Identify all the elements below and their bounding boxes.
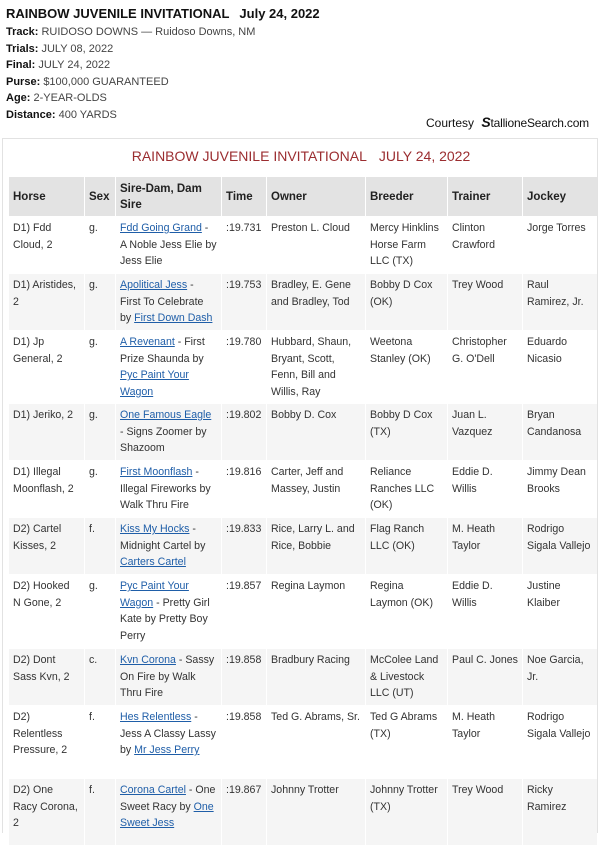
dam-text: - Illegal Fireworks by	[120, 466, 211, 495]
dam-text: - Sassy On Fire by	[120, 654, 215, 683]
cell-jockey: Justine Klaiber	[523, 575, 597, 648]
col-owner: Owner	[267, 177, 365, 216]
cell-trainer: Juan L. Vazquez	[448, 404, 522, 460]
cell-breeder: Weetona Stanley (OK)	[366, 331, 447, 403]
cell-time: :19.867	[222, 779, 266, 845]
race-title	[6, 6, 594, 24]
cell-sire-dam	[116, 518, 221, 574]
dam-text: - Pretty Girl Kate by	[120, 596, 210, 625]
cell-time: :19.857	[222, 575, 266, 648]
dam-sire-text: Walk Thru Fire	[120, 670, 196, 699]
sire-link[interactable]: Kvn Corona	[120, 654, 176, 666]
cell-breeder: Mercy Hinklins Horse Farm LLC (TX)	[366, 217, 447, 273]
cell-time: :19.753	[222, 274, 266, 330]
table-row	[9, 706, 597, 778]
cell-trainer: Eddie D. Willis	[448, 575, 522, 648]
cell-owner: Hubbard, Shaun, Bryant, Scott, Fenn, Bill and Willis, Ray	[267, 331, 365, 403]
cell-sex: g.	[85, 404, 115, 460]
sire-link[interactable]: Corona Cartel	[120, 784, 186, 796]
cell-breeder: Ted G Abrams (TX)	[366, 706, 447, 778]
dam-sire-link[interactable]: Pyc Paint Your Wagon	[120, 369, 189, 398]
cell-horse: D2) Relentless Pressure, 2	[9, 706, 84, 778]
dam-text: - Jess A Classy Lassy by	[120, 711, 216, 756]
cell-jockey: Jorge Torres	[523, 217, 597, 273]
table-row	[9, 575, 597, 648]
sire-link[interactable]: Fdd Going Grand	[120, 222, 202, 234]
cell-time: :19.833	[222, 518, 266, 574]
race-info	[6, 6, 594, 123]
cell-trainer: M. Heath Taylor	[448, 706, 522, 778]
cell-sire-dam	[116, 706, 221, 778]
table-row	[9, 404, 597, 460]
dam-text: - First Prize Shaunda by	[120, 336, 205, 365]
dam-sire-link[interactable]: Carters Cartel	[120, 556, 186, 568]
cell-owner: Bradbury Racing	[267, 649, 365, 705]
cell-owner: Carter, Jeff and Massey, Justin	[267, 461, 365, 517]
cell-sex: f.	[85, 518, 115, 574]
col-sex: Sex	[85, 177, 115, 216]
dam-text: - A Noble Jess Elie by	[120, 222, 217, 251]
cell-jockey: Ricky Ramirez	[523, 779, 597, 845]
col-jockey: Jockey	[523, 177, 597, 216]
cell-jockey: Rodrigo Sigala Vallejo	[523, 518, 597, 574]
sire-link[interactable]: One Famous Eagle	[120, 409, 212, 421]
cell-time: :19.816	[222, 461, 266, 517]
dam-text: - Signs Zoomer by	[120, 425, 207, 438]
dam-sire-link[interactable]: First Down Dash	[134, 312, 213, 324]
cell-owner: Rice, Larry L. and Rice, Bobbie	[267, 518, 365, 574]
cell-breeder: McColee Land & Livestock LLC (UT)	[366, 649, 447, 705]
cell-breeder: Bobby D Cox (OK)	[366, 274, 447, 330]
cell-time: :19.858	[222, 649, 266, 705]
col-horse: Horse	[9, 177, 84, 216]
cell-horse: D2) Hooked N Gone, 2	[9, 575, 84, 648]
race-title-text: RAINBOW JUVENILE INVITATIONAL	[6, 6, 230, 21]
cell-sire-dam	[116, 575, 221, 648]
dam-sire-link[interactable]: Mr Jess Perry	[134, 744, 200, 756]
info-track: Track: RUIDOSO DOWNS — Ruidoso Downs, NM	[6, 26, 256, 38]
courtesy-label: Courtesy	[426, 116, 475, 130]
cell-horse: D2) Cartel Kisses, 2	[9, 518, 84, 574]
table-title-date: JULY 24, 2022	[378, 148, 471, 164]
cell-trainer: M. Heath Taylor	[448, 518, 522, 574]
dam-sire-text: Walk Thru Fire	[120, 499, 189, 511]
table-row	[9, 461, 597, 517]
cell-sire-dam	[116, 331, 221, 403]
cell-owner: Regina Laymon	[267, 575, 365, 648]
table-row	[9, 274, 597, 330]
sire-link[interactable]: First Moonflash	[120, 466, 193, 478]
table-row	[9, 779, 597, 845]
cell-trainer: Clinton Crawford	[448, 217, 522, 273]
sire-link[interactable]: Pyc Paint Your Wagon	[120, 580, 189, 609]
cell-horse: D2) One Racy Corona, 2	[9, 779, 84, 845]
cell-sex: g.	[85, 461, 115, 517]
dam-sire-text: Pretty Boy Perry	[120, 613, 208, 642]
cell-breeder: Johnny Trotter (TX)	[366, 779, 447, 845]
cell-jockey: Raul Ramirez, Jr.	[523, 274, 597, 330]
dam-sire-text: Jess Elie	[120, 255, 163, 267]
cell-trainer: Trey Wood	[448, 274, 522, 330]
info-trials: Trials: JULY 08, 2022	[6, 42, 114, 55]
cell-sire-dam	[116, 461, 221, 517]
table-header-row	[9, 177, 597, 216]
results-table	[8, 176, 598, 846]
cell-owner: Ted G. Abrams, Sr.	[267, 706, 365, 778]
cell-sex: c.	[85, 649, 115, 705]
cell-sire-dam	[116, 274, 221, 330]
table-row	[9, 331, 597, 403]
cell-sex: g.	[85, 575, 115, 648]
cell-jockey: Noe Garcia, Jr.	[523, 649, 597, 705]
dam-text: - One Sweet Racy by	[120, 784, 216, 813]
cell-owner: Bobby D. Cox	[267, 404, 365, 460]
table-title	[3, 143, 599, 169]
dam-text: - Midnight Cartel by	[120, 523, 206, 552]
sire-link[interactable]: Apolitical Jess	[120, 279, 188, 291]
cell-time: :19.731	[222, 217, 266, 273]
cell-sire-dam	[116, 217, 221, 273]
stallionesearch-logo[interactable]: StallioneSearch.com	[481, 114, 589, 130]
cell-breeder: Bobby D Cox (TX)	[366, 404, 447, 460]
cell-trainer: Christopher G. O'Dell	[448, 331, 522, 403]
sire-link[interactable]: Kiss My Hocks	[120, 523, 190, 535]
col-trainer: Trainer	[448, 177, 522, 216]
info-age: Age: 2-YEAR-OLDS	[6, 92, 107, 104]
cell-sex: g.	[85, 217, 115, 273]
dam-sire-link[interactable]: One Sweet Jess	[120, 800, 214, 829]
cell-sire-dam	[116, 779, 221, 845]
cell-jockey: Rodrigo Sigala Vallejo	[523, 706, 597, 778]
cell-sex: g.	[85, 274, 115, 330]
cell-time: :19.858	[222, 706, 266, 778]
table-row	[9, 518, 597, 574]
dam-sire-text: Shazoom	[120, 442, 165, 454]
race-title-date: July 24, 2022	[239, 6, 320, 21]
cell-time: :19.780	[222, 331, 266, 403]
table-row	[9, 649, 597, 705]
col-breeder: Breeder	[366, 177, 447, 216]
cell-time: :19.802	[222, 404, 266, 460]
info-distance: Distance: 400 YARDS	[6, 108, 117, 121]
cell-horse: D1) Aristides, 2	[9, 274, 84, 330]
dam-text: - First To Celebrate by	[120, 279, 204, 324]
sire-link[interactable]: Hes Relentless	[120, 711, 192, 723]
results-panel	[2, 138, 598, 833]
sire-link[interactable]: A Revenant	[120, 336, 175, 348]
cell-jockey: Eduardo Nicasio	[523, 331, 597, 403]
cell-sire-dam	[116, 404, 221, 460]
courtesy-credit	[426, 114, 589, 131]
cell-jockey: Bryan Candanosa	[523, 404, 597, 460]
cell-breeder: Regina Laymon (OK)	[366, 575, 447, 648]
cell-trainer: Paul C. Jones	[448, 649, 522, 705]
cell-horse: D1) Jp General, 2	[9, 331, 84, 403]
table-title-text: RAINBOW JUVENILE INVITATIONAL	[131, 148, 367, 164]
table-row	[9, 217, 597, 273]
info-purse: Purse: $100,000 GUARANTEED	[6, 75, 169, 88]
cell-sex: f.	[85, 779, 115, 845]
cell-trainer: Trey Wood	[448, 779, 522, 845]
cell-horse: D1) Illegal Moonflash, 2	[9, 461, 84, 517]
cell-trainer: Eddie D. Willis	[448, 461, 522, 517]
cell-sex: f.	[85, 706, 115, 778]
info-final: Final: JULY 24, 2022	[6, 59, 111, 71]
cell-horse: D2) Dont Sass Kvn, 2	[9, 649, 84, 705]
cell-owner: Preston L. Cloud	[267, 217, 365, 273]
col-time: Time	[222, 177, 266, 216]
cell-sex: g.	[85, 331, 115, 403]
cell-sire-dam	[116, 649, 221, 705]
cell-horse: D1) Jeriko, 2	[9, 404, 84, 460]
cell-owner: Johnny Trotter	[267, 779, 365, 845]
cell-breeder: Flag Ranch LLC (OK)	[366, 518, 447, 574]
cell-jockey: Jimmy Dean Brooks	[523, 461, 597, 517]
cell-horse: D1) Fdd Cloud, 2	[9, 217, 84, 273]
cell-owner: Bradley, E. Gene and Bradley, Tod	[267, 274, 365, 330]
cell-breeder: Reliance Ranches LLC (OK)	[366, 461, 447, 517]
col-sire-dam: Sire-Dam, Dam Sire	[116, 177, 221, 216]
